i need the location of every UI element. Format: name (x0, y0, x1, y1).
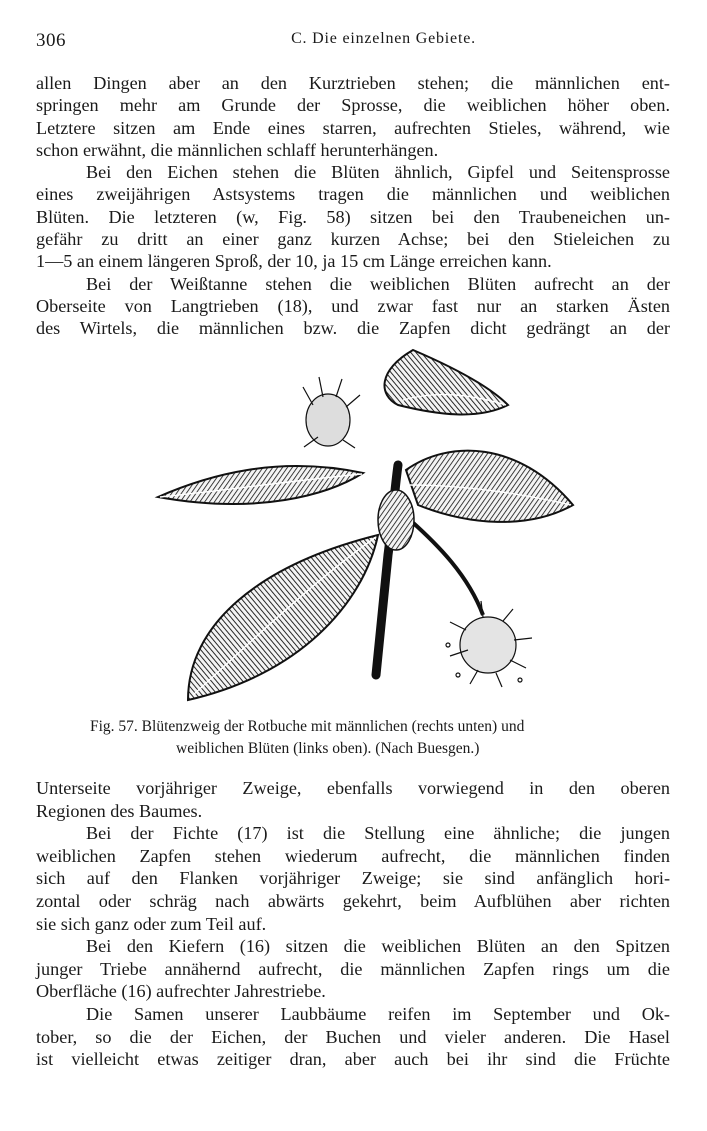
text-line: ist vielleicht etwas zeitiger dran, aber auch bei ihr sind die Früchte (36, 1049, 670, 1070)
text-line: Oberfläche (16) aufrechter Jahrestriebe. (36, 981, 326, 1002)
body-text-top (36, 72, 670, 340)
text-line: allen Dingen aber an den Kurztrieben stehen; die männlichen ent- (36, 73, 670, 93)
text-line: Oberseite von Langtrieben (18), und zwar fast nur an starken Ästen (36, 295, 670, 316)
text-line: des Wirtels, die männlichen bzw. die Zapfen dicht gedrängt an der (36, 318, 670, 339)
text-line: zontal oder schräg nach abwärts gekehrt, beim Aufblühen aber richten (36, 890, 670, 911)
text-line: junger Triebe annähernd aufrecht, die männlichen Zapfen rings um die (36, 958, 670, 979)
beech-branch-illustration (148, 345, 588, 705)
text-line: Blüten. Die letzteren (w, Fig. 58) sitzen bei den Traubeneichen un- (36, 206, 670, 227)
page-number: 306 (36, 30, 66, 51)
text-line: springen mehr am Grunde der Sprosse, die weiblichen höher oben. (36, 95, 670, 116)
text-line: tober, so die der Eichen, der Buchen und vieler anderen. Die Hasel (36, 1026, 670, 1047)
text-line: Die Samen unserer Laubbäume reifen im September und Ok- (86, 1003, 670, 1024)
text-line: Unterseite vorjähriger Zweige, ebenfalls vorwiegend in den oberen (36, 778, 670, 798)
running-head: C. Die einzelnen Gebiete. (291, 30, 476, 47)
text-line: Regionen des Baumes. (36, 800, 203, 821)
text-line: 1—5 an einem längeren Sproß, der 10, ja 15 cm Länge erreichen kann. (36, 251, 552, 272)
caption-line: Fig. 57. Blütenzweig der Rotbuche mit männlichen (rechts unten) und (90, 718, 525, 735)
text-line: Letztere sitzen am Ende eines starren, aufrechten Stieles, während, wie (36, 117, 670, 138)
text-line: Bei den Kiefern (16) sitzen die weiblichen Blüten an den Spitzen (86, 936, 670, 957)
text-line: Bei den Eichen stehen die Blüten ähnlich, Gipfel und Seitensprosse (86, 162, 670, 183)
text-line: Bei der Fichte (17) ist die Stellung eine ähnliche; die jungen (86, 823, 670, 844)
text-line: weiblichen Zapfen stehen wiederum aufrecht, die männlichen finden (36, 845, 670, 866)
text-line: gefähr zu dritt an einer ganz kurzen Achse; bei den Stieleichen zu (36, 229, 670, 250)
text-line: Bei der Weißtanne stehen die weiblichen Blüten aufrecht an der (86, 273, 670, 294)
text-line: sich auf den Flanken vorjähriger Zweige; sie sind anfänglich hori- (36, 868, 670, 889)
beech-branch-drawing (148, 345, 588, 705)
body-text-bottom (36, 777, 670, 1071)
caption-line: weiblichen Blüten (links oben). (Nach Buesgen.) (176, 740, 480, 757)
text-line: schon erwähnt, die männlichen schlaff herunterhängen. (36, 139, 439, 160)
text-line: sie sich ganz oder zum Teil auf. (36, 913, 267, 934)
text-line: eines zweijährigen Astsystems tragen die männlichen und weiblichen (36, 184, 670, 205)
figure-caption (90, 716, 650, 760)
